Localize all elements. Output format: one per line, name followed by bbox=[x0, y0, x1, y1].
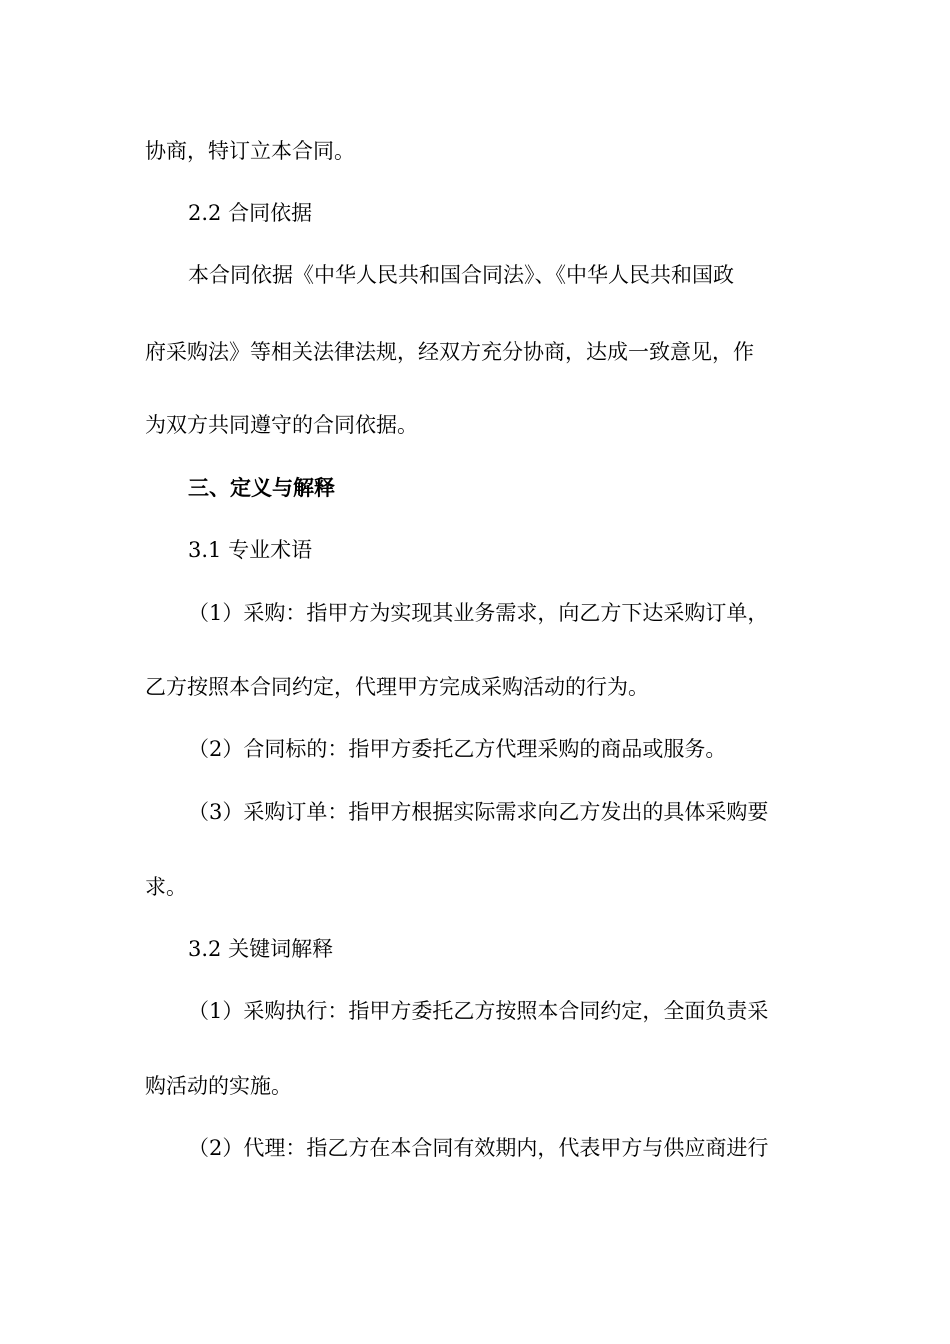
paragraph-line: （2）代理：指乙方在本合同有效期内，代表甲方与供应商进行 bbox=[188, 1136, 769, 1160]
chapter-heading-3: 三、定义与解释 bbox=[188, 475, 335, 500]
paragraph-line: 乙方按照本合同约定，代理甲方完成采购活动的行为。 bbox=[145, 675, 649, 699]
section-heading-3-2: 3.2 关键词解释 bbox=[188, 937, 334, 961]
paragraph-line: （1）采购执行：指甲方委托乙方按照本合同约定，全面负责采 bbox=[188, 999, 769, 1023]
section-heading-2-2: 2.2 合同依据 bbox=[188, 201, 313, 225]
paragraph-line: 协商，特订立本合同。 bbox=[145, 139, 355, 163]
section-heading-3-1: 3.1 专业术语 bbox=[188, 538, 313, 562]
paragraph-line: 求。 bbox=[145, 875, 187, 899]
paragraph-line: 府采购法》等相关法律法规，经双方充分协商，达成一致意见，作 bbox=[145, 340, 754, 364]
paragraph-line: （1）采购：指甲方为实现其业务需求，向乙方下达采购订单， bbox=[188, 601, 769, 625]
paragraph-line: （3）采购订单：指甲方根据实际需求向乙方发出的具体采购要 bbox=[188, 800, 769, 824]
paragraph-line: 购活动的实施。 bbox=[145, 1074, 292, 1098]
paragraph-line: （2）合同标的：指甲方委托乙方代理采购的商品或服务。 bbox=[188, 737, 727, 761]
paragraph-line: 为双方共同遵守的合同依据。 bbox=[145, 413, 418, 437]
paragraph-line: 本合同依据《中华人民共和国合同法》、《中华人民共和国政 bbox=[188, 263, 734, 287]
